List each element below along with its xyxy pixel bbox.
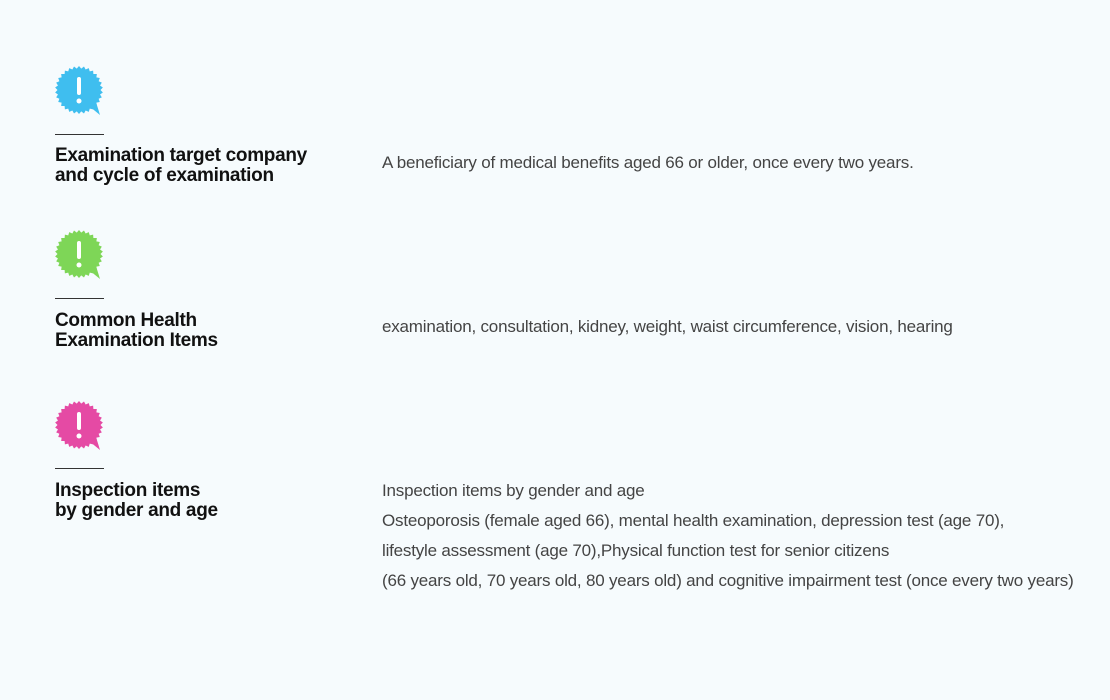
section-title-line: and cycle of examination [55, 165, 274, 186]
description-line: Osteoporosis (female aged 66), mental health examination, depression test (age 70), [382, 511, 1005, 530]
section-title-line: Inspection items [55, 480, 201, 501]
exclamation-dot [77, 434, 82, 439]
section-title-line: Examination target company [55, 145, 307, 166]
section-title-line: Common Health [55, 310, 197, 331]
description-line: A beneficiary of medical benefits aged 66 or older, once every two years. [382, 153, 914, 172]
section-title [55, 481, 345, 521]
description-line: Inspection items by gender and age [382, 481, 645, 500]
section-title-line: by gender and age [55, 500, 218, 521]
exclamation-bar [77, 412, 81, 430]
section-title-line: Examination Items [55, 330, 218, 351]
description-line: (66 years old, 70 years old, 80 years old) and cognitive impairment test (once every two years) [382, 571, 1074, 590]
divider [55, 468, 104, 469]
section-description [382, 476, 1102, 596]
description-line: examination, consultation, kidney, weight, waist circumference, vision, hearing [382, 317, 953, 336]
exclamation-badge-icon [55, 401, 105, 451]
description-line: lifestyle assessment (age 70),Physical function test for senior citizens [382, 541, 890, 560]
